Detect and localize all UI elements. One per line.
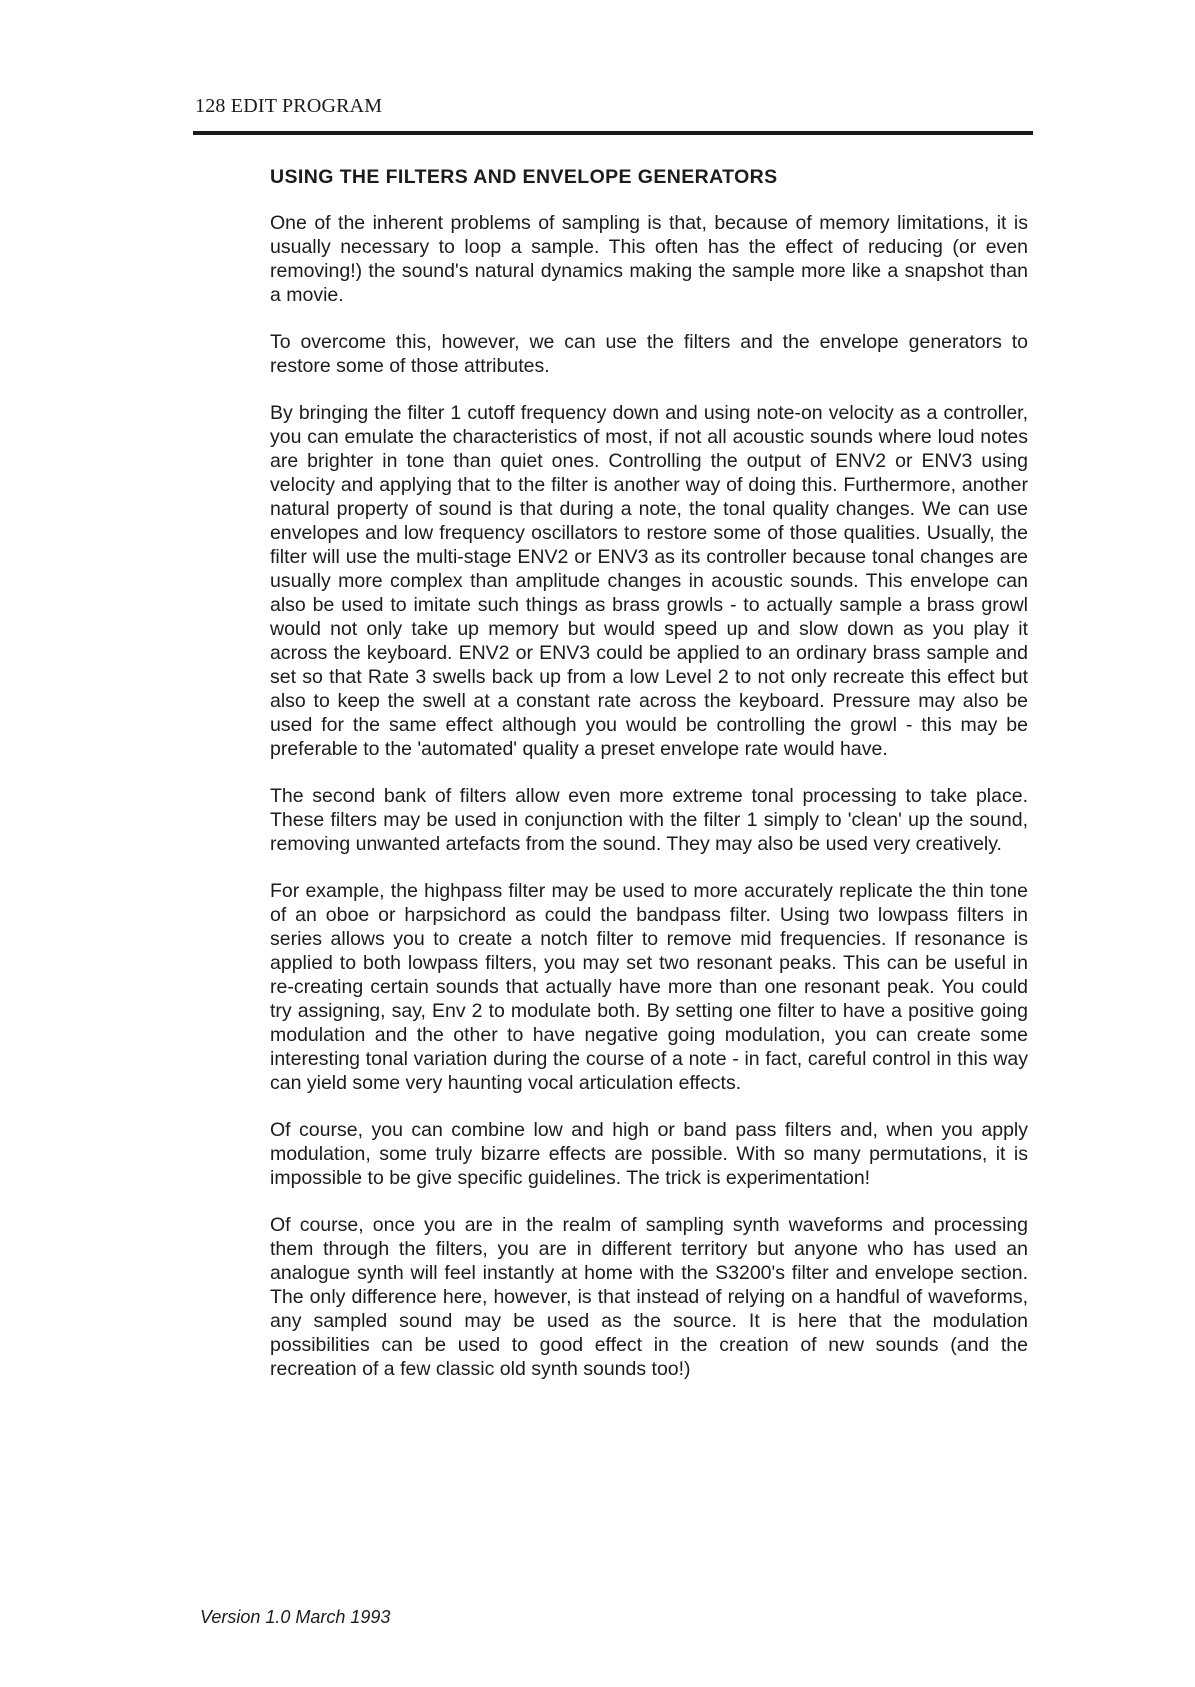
page-header: 128 EDIT PROGRAM <box>195 95 383 117</box>
paragraph-4: The second bank of filters allow even more extreme tonal processing to take place. These filters may be used in conjunction with the filter 1 simply to 'clean' up the sound, removing unwanted artefacts from the sound. They may also be used very creatively. <box>270 785 1028 855</box>
paragraph-3: By bringing the filter 1 cutoff frequency down and using note-on velocity as a controller, you can emulate the characteristics of most, if not all acoustic sounds where loud notes are brighter in tone than quiet ones. Controlling the output of ENV2 or ENV3 using velocity and applying that to the filter is another way of doing this. Furthermore, another natural property of sound is that during a note, the tonal quality changes. We can use envelopes and low frequency oscillators to restore some of those qualities. Usually, the filter will use the multi-stage ENV2 or ENV3 as its controller because tonal changes are usually more complex than amplitude changes in acoustic sounds. This envelope can also be used to imitate such things as brass growls - to actually sample a brass growl would not only take up memory but would speed up and slow down as you play it across the keyboard. ENV2 or ENV3 could be applied to an ordinary brass sample and set so that Rate 3 swells back up from a low Level 2 to not only recreate this effect but also to keep the swell at a constant rate across the keyboard. Pressure may also be used for the same effect although you would be controlling the growl - this may be preferable to the 'automated' quality a preset envelope rate would have. <box>270 402 1028 760</box>
main-content <box>270 165 1028 1404</box>
header-divider <box>193 131 1033 135</box>
paragraph-5: For example, the highpass filter may be used to more accurately replicate the thin tone of an oboe or harpsichord as could the bandpass filter. Using two lowpass filters in series allows you to create a notch filter to remove mid frequencies. If resonance is applied to both lowpass filters, you may set two resonant peaks. This can be useful in re-creating certain sounds that actually have more than one resonant peak. You could try assigning, say, Env 2 to modulate both. By setting one filter to have a positive going modulation and the other to have negative going modulation, you can create some interesting tonal variation during the course of a note - in fact, careful control in this way can yield some very haunting vocal articulation effects. <box>270 880 1028 1094</box>
section-title: USING THE FILTERS AND ENVELOPE GENERATORS <box>270 166 778 188</box>
page-footer: Version 1.0 March 1993 <box>200 1607 391 1627</box>
paragraph-1: One of the inherent problems of sampling is that, because of memory limitations, it is usually necessary to loop a sample. This often has the effect of reducing (or even removing!) the sound's natural dynamics making the sample more like a snapshot than a movie. <box>270 212 1028 306</box>
paragraph-2: To overcome this, however, we can use the filters and the envelope generators to restore some of those attributes. <box>270 331 1028 377</box>
paragraph-6: Of course, you can combine low and high or band pass filters and, when you apply modulation, some truly bizarre effects are possible. With so many permutations, it is impossible to be give specific guidelines. The trick is experimentation! <box>270 1119 1028 1189</box>
paragraph-7: Of course, once you are in the realm of sampling synth waveforms and processing them through the filters, you are in different territory but anyone who has used an analogue synth will feel instantly at home with the S3200's filter and envelope section. The only difference here, however, is that instead of relying on a handful of waveforms, any sampled sound may be used as the source. It is here that the modulation possibilities can be used to good effect in the creation of new sounds (and the recreation of a few classic old synth sounds too!) <box>270 1214 1028 1380</box>
